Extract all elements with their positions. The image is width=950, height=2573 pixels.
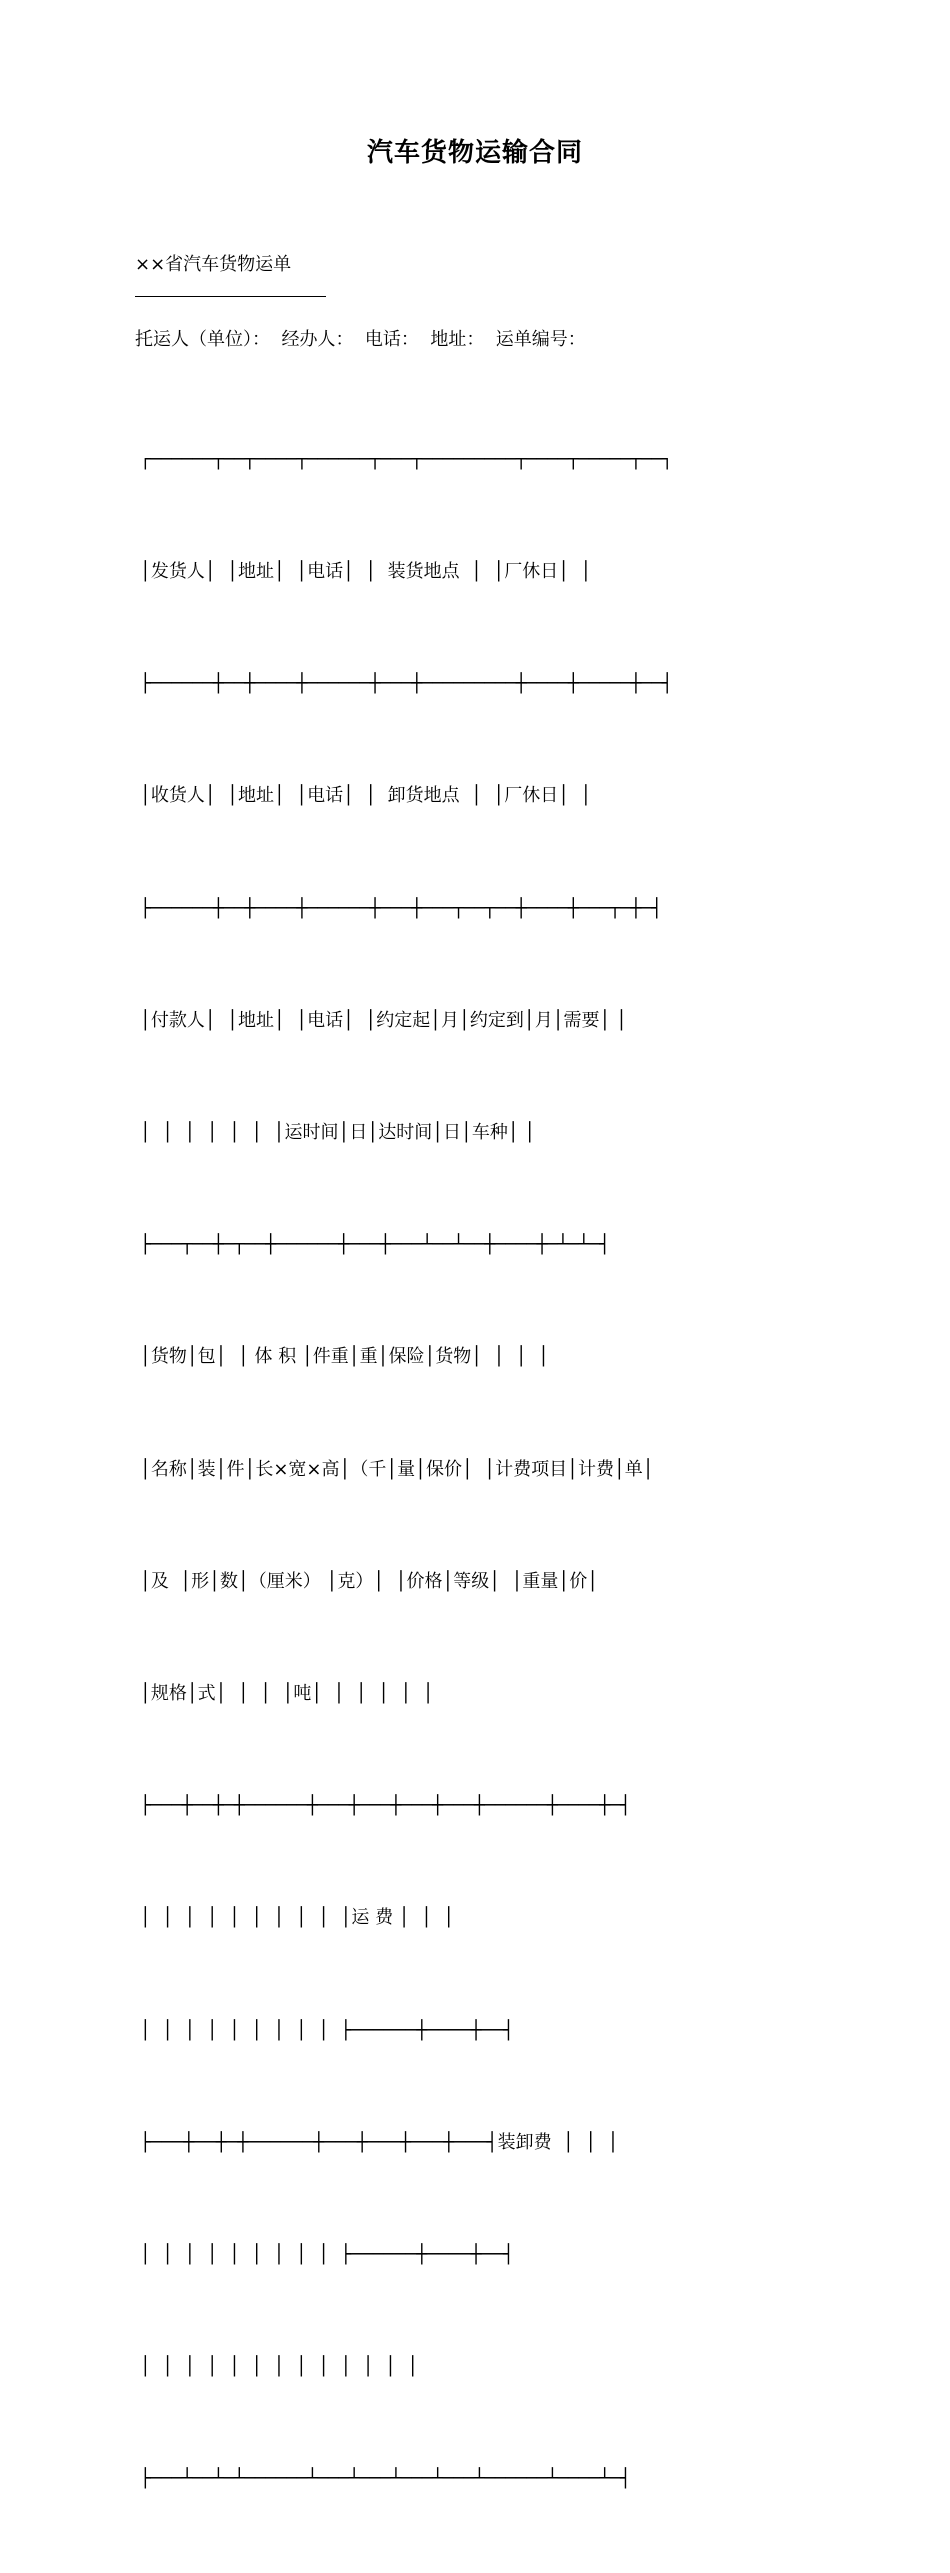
table-line: ┌──────┬──┬────┬──────┬───┬─────────┬────┬─────┬──┐ [140, 448, 673, 470]
table-line: ├───┬──┼─┬──┼──────┼───┼───┴──┴──┼────┼─┴─┴─┤ [140, 1234, 610, 1256]
table-line: ├───┴──┴─┴──────┴───┴───┴───┴───┴──────┴────┴─┤ [140, 2468, 631, 2490]
form-subtitle: ××省汽车货物运单 [135, 254, 292, 275]
table-line: ├───┼──┼─┼──────┼───┼───┼───┼───┤装卸费 │ │ │ [140, 2131, 619, 2153]
waybill-text-table [140, 366, 805, 2573]
header-fields: 托运人（单位）： 经办人： 电话： 地址： 运单编号： [135, 329, 586, 350]
table-line: ├──────┼──┼────┼──────┼───┼───┬──┬──┼────┼───┬─┼─┤ [140, 897, 662, 919]
table-line: │ │ │ │ │ │ │运时间│日│达时间│日│车种│ │ [140, 1122, 536, 1144]
table-line: │货物│包│ │ 体 积 │件重│重│保险│货物│ │ │ │ [140, 1346, 549, 1368]
table-line: │ │ │ │ │ │ │ │ │ │运 费 │ │ │ [140, 1907, 455, 1929]
table-line: │ │ │ │ │ │ │ │ │ │ │ │ │ [140, 2356, 419, 2378]
table-line: │及 │形│数│（厘米） │克）│ │价格│等级│ │重量│价│ [140, 1570, 599, 1592]
table-line: ├───┼──┼─┼──────┼───┼───┼───┼───┼──────┼────┼─┤ [140, 1795, 631, 1817]
table-line: │付款人│ │地址│ │电话│ │约定起│月│约定到│月│需要│ │ [140, 1009, 627, 1031]
subtitle-underline [135, 296, 326, 297]
table-line: ├──────┼──┼────┼──────┼───┼─────────┼────┼─────┼──┤ [140, 673, 673, 695]
table-line: │名称│装│件│长×宽×高│（千│量│保价│ │计费项目│计费│单│ [140, 1458, 654, 1480]
document-title: 汽车货物运输合同 [366, 138, 583, 168]
table-line: │收货人│ │地址│ │电话│ │ 卸货地点 │ │厂休日│ │ [140, 785, 592, 807]
table-line: │ │ │ │ │ │ │ │ │ ├──────┼────┼──┤ [140, 2244, 514, 2266]
table-line: │ │ │ │ │ │ │ │ │ ├──────┼────┼──┤ [140, 2019, 514, 2041]
table-line: │发货人│ │地址│ │电话│ │ 装货地点 │ │厂休日│ │ [140, 561, 592, 583]
table-line: │规格│式│ │ │ │吨│ │ │ │ │ │ [140, 1683, 434, 1705]
